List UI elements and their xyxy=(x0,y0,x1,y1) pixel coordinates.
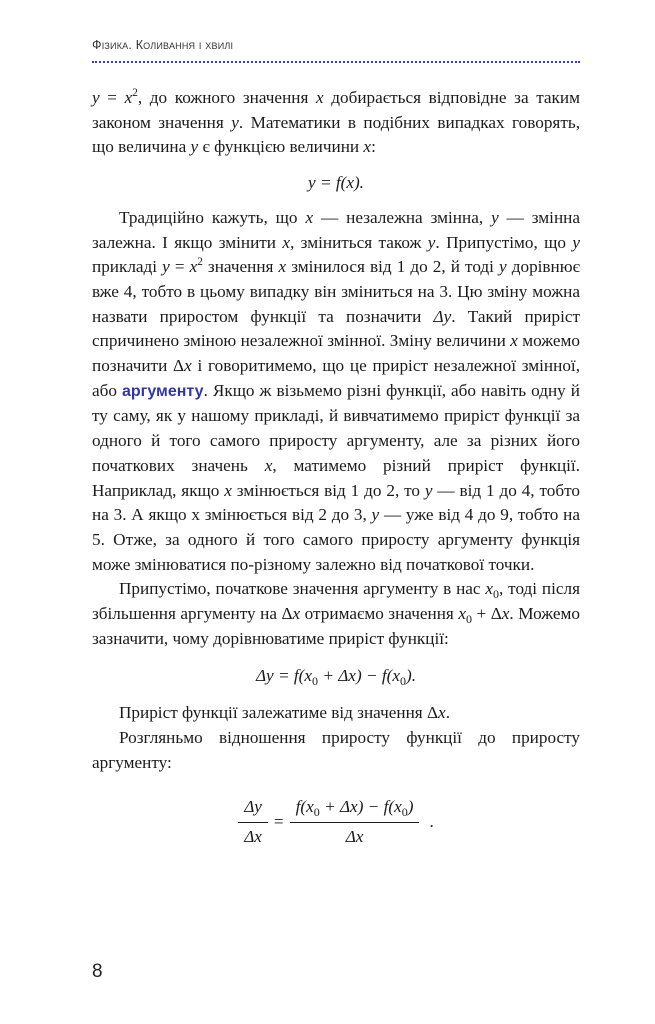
page-number: 8 xyxy=(92,961,103,982)
formula-function-definition: y = f(x). xyxy=(308,173,364,193)
paragraph-2: Традиційно кажуть, що x — незалежна змінна, y — змінна залежна. І якщо змінити x, зміниться також y. Припустімо, що y прикладі $y = x^2$ значення x змінилося від 1 до 2, й тоді y дорівнює вже 4, тобто в цьому випадку він зміниться на 3. Цю зміну можна назвати приростом функції та позначити Δy. Такий приріст спричинено зміною незалежної змінної. Зміну величини x можемо позначити Δx і говоритимемо, що це приріст незалежної змінної, або аргументу. Якщо ж візьмемо різні функції, або навіть одну й ту саму, як у нашому прикладі, й вивчатимемо приріст функції за одного й того самого приросту аргументу, але за різних його початкових значень x, матимемо різний приріст функції. Наприклад, якщо x змінюється від 1 до 2, то y — від 1 до 4, тобто на 3. А якщо х змінюється від 2 до 3, y — уже від 4 до 9, тобто на 5. Отже, за одного й того самого приросту аргументу функція може змінюватися по-різному залежно від початкової точки. xyxy=(92,207,581,574)
paragraph-4: Приріст функції залежатиме від значення Δx. xyxy=(119,703,450,723)
formula-function-increment: $\Delta y = f(x_0 + \Delta x) - f(x_0)$. xyxy=(255,666,417,689)
paragraph-5: Розгляньмо відношення приросту функції до приросту аргументу: xyxy=(92,727,580,772)
header-divider xyxy=(92,61,580,63)
paragraph-3: Припустімо, початкове значення аргументу в нас $x_0$, тоді після збільшення аргументу на Δx отримаємо значення $x_0 + \Delta x$. Можемо зазначити, чому дорівнюватиме приріст функції: xyxy=(92,579,580,648)
fraction-lhs: $\frac{\Delta y}{\Delta x}$ xyxy=(238,795,268,849)
formula-difference-quotient: $\frac{\Delta y}{\Delta x}$ = $\frac{f(x_0 + \Delta x) - f(x_0)}{\Delta x}$ . xyxy=(92,795,580,849)
term-argument: аргументу xyxy=(122,382,204,400)
fraction-rhs: $\frac{f(x_0 + \Delta x) - f(x_0)}{\Delta x}$ xyxy=(290,795,420,849)
paragraph-1: $y = x^2$, до кожного значення x добирається відповідне за таким законом значення y. Математики в подібних випадках говорять, що величина y є функцією величини x: xyxy=(92,87,580,157)
page-body xyxy=(92,86,580,850)
running-header: Фізика. Коливання і хвилі xyxy=(92,38,234,52)
